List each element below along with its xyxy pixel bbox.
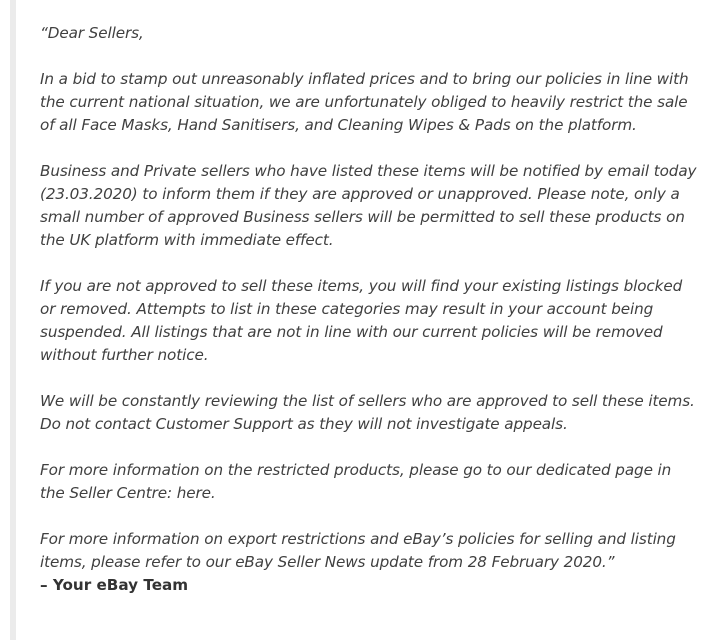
letter-greeting: “Dear Sellers, xyxy=(40,24,144,42)
letter-blockquote xyxy=(10,0,714,640)
letter-paragraph-export-restrictions: For more information on export restrictions and eBay’s policies for selling and listing items, please refer to our eBay Seller News update from 28 February 2020.” xyxy=(40,530,676,571)
letter-paragraph-listing-blocked: If you are not approved to sell these items, you will find your existing listings blocked or removed. Attempts to list in these categories may result in your account being suspended. All listings that are not in line with our current policies will be removed without further notice. xyxy=(40,277,683,364)
letter-paragraph-seller-notification: Business and Private sellers who have listed these items will be notified by email today (23.03.2020) to inform them if they are approved or unapproved. Please note, only a small number of approved Business sellers will be permitted to sell these products on the UK platform with immediate effect. xyxy=(40,162,697,249)
letter-paragraph-restricted-products-info: For more information on the restricted products, please go to our dedicated page in the Seller Centre: here. xyxy=(40,461,672,502)
letter-paragraph-price-restriction: In a bid to stamp out unreasonably inflated prices and to bring our policies in line with the current national situation, we are unfortunately obliged to heavily restrict the sale of all Face Masks, Hand Sanitisers, and Cleaning Wipes & Pads on the platform. xyxy=(40,70,689,134)
letter-paragraph-review-appeals: We will be constantly reviewing the list of sellers who are approved to sell these items. Do not contact Customer Support as they will not investigate appeals. xyxy=(40,392,695,433)
letter-signature: – Your eBay Team xyxy=(40,576,189,594)
